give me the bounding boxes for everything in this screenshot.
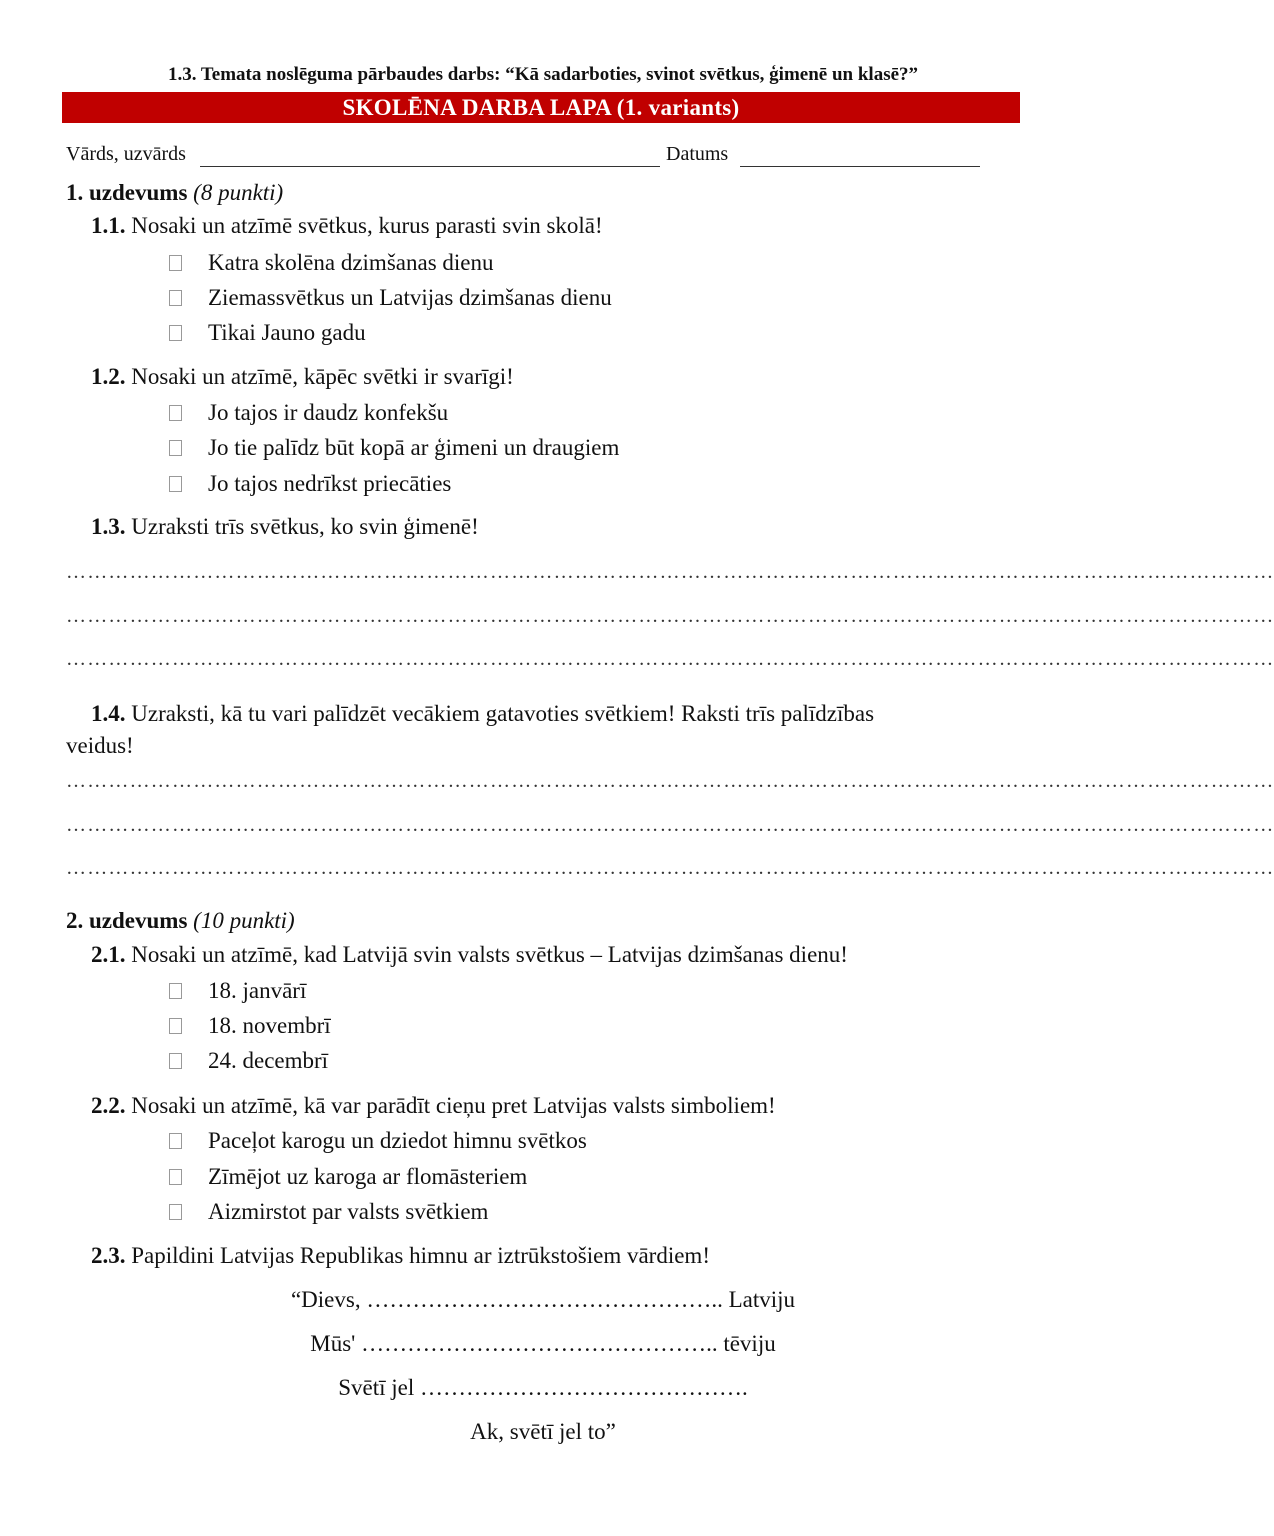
- option-1-2-c: [169, 471, 451, 497]
- worksheet-banner: [62, 92, 1020, 123]
- name-label: Vārds, uzvārds: [66, 143, 186, 165]
- question-text: Nosaki un atzīmē, kāpēc svētki ir svarīgi!: [131, 364, 514, 389]
- task-1-heading: [66, 180, 283, 206]
- question-number: 2.1.: [91, 942, 126, 967]
- task-2-number: 2. uzdevums: [66, 908, 188, 933]
- question-number: 2.2.: [91, 1093, 126, 1118]
- option-label: 18. janvārī: [208, 978, 307, 1003]
- checkbox[interactable]: [169, 983, 182, 999]
- question-1-2: [91, 364, 514, 390]
- question-2-3: [91, 1243, 710, 1269]
- option-label: Paceļot karogu un dziedot himnu svētkos: [208, 1128, 587, 1153]
- option-label: Katra skolēna dzimšanas dienu: [208, 250, 494, 275]
- banner-text: SKOLĒNA DARBA LAPA (1. variants): [342, 95, 740, 120]
- question-1-4: [91, 701, 874, 727]
- option-1-2-a: [169, 400, 448, 426]
- answer-line[interactable]: ………………………………………………………………………………………………………………………………………………………: [66, 648, 1274, 670]
- answer-line[interactable]: ………………………………………………………………………………………………………………………………………………………: [66, 561, 1274, 583]
- option-label: Jo tajos ir daudz konfekšu: [208, 400, 449, 425]
- option-2-1-a: [169, 978, 306, 1004]
- question-text: Papildini Latvijas Republikas himnu ar iztrūkstošiem vārdiem!: [131, 1243, 710, 1268]
- option-2-2-b: [169, 1164, 527, 1190]
- option-label: Jo tajos nedrīkst priecāties: [208, 471, 452, 496]
- option-label: Ziemassvētkus un Latvijas dzimšanas dienu: [208, 285, 612, 310]
- question-1-1: [91, 213, 603, 239]
- checkbox[interactable]: [169, 440, 182, 456]
- option-label: Zīmējot uz karoga ar flomāsteriem: [208, 1164, 528, 1189]
- option-1-2-b: [169, 435, 619, 461]
- question-2-2: [91, 1093, 776, 1119]
- question-text: Uzraksti trīs svētkus, ko svin ģimenē!: [131, 514, 479, 539]
- option-1-1-a: [169, 250, 494, 276]
- document-title: 1.3. Temata noslēguma pārbaudes darbs: “Kā sadarboties, svinot svētkus, ģimenē un klasē?”: [167, 64, 919, 85]
- option-label: Aizmirstot par valsts svētkiem: [208, 1199, 489, 1224]
- option-2-2-a: [169, 1128, 587, 1154]
- question-2-1: [91, 942, 848, 968]
- checkbox[interactable]: [169, 476, 182, 492]
- date-label: Datums: [666, 143, 729, 165]
- question-text: Uzraksti, kā tu vari palīdzēt vecākiem gatavoties svētkiem! Raksti trīs palīdzības: [131, 701, 875, 726]
- answer-line[interactable]: ………………………………………………………………………………………………………………………………………………………: [66, 605, 1274, 627]
- option-1-1-b: [169, 285, 612, 311]
- date-input-line[interactable]: [740, 165, 980, 167]
- question-number: 1.3.: [91, 514, 126, 539]
- option-1-1-c: [169, 320, 366, 346]
- question-number: 2.3.: [91, 1243, 126, 1268]
- question-number: 1.1.: [91, 213, 126, 238]
- question-1-3: [91, 514, 479, 540]
- task-1-points: (8 punkti): [193, 180, 284, 205]
- question-1-4-continuation: veidus!: [66, 733, 134, 758]
- answer-line[interactable]: ………………………………………………………………………………………………………………………………………………………: [66, 770, 1274, 792]
- checkbox[interactable]: [169, 1169, 182, 1185]
- anthem-line-2[interactable]: Mūs' ……………………………………….. tēviju: [310, 1331, 776, 1356]
- checkbox[interactable]: [169, 325, 182, 341]
- anthem-line-3[interactable]: Svētī jel …………………………………….: [338, 1375, 748, 1400]
- anthem-line-4: Ak, svētī jel to”: [470, 1419, 616, 1444]
- task-2-heading: [66, 908, 295, 934]
- option-label: Tikai Jauno gadu: [208, 320, 366, 345]
- option-2-1-b: [169, 1013, 331, 1039]
- option-2-2-c: [169, 1199, 488, 1225]
- question-number: 1.4.: [91, 701, 126, 726]
- checkbox[interactable]: [169, 290, 182, 306]
- option-label: Jo tie palīdz būt kopā ar ģimeni un draugiem: [208, 435, 620, 460]
- anthem-line-1[interactable]: “Dievs, ……………………………………….. Latviju: [290, 1287, 796, 1312]
- checkbox[interactable]: [169, 405, 182, 421]
- answer-line[interactable]: ………………………………………………………………………………………………………………………………………………………: [66, 814, 1274, 836]
- checkbox[interactable]: [169, 1018, 182, 1034]
- question-text: Nosaki un atzīmē svētkus, kurus parasti svin skolā!: [131, 213, 603, 238]
- question-text: Nosaki un atzīmē, kā var parādīt cieņu pret Latvijas valsts simboliem!: [131, 1093, 776, 1118]
- task-1-number: 1. uzdevums: [66, 180, 188, 205]
- option-label: 18. novembrī: [208, 1013, 331, 1038]
- answer-line[interactable]: ………………………………………………………………………………………………………………………………………………………: [66, 857, 1274, 879]
- option-2-1-c: [169, 1048, 328, 1074]
- checkbox[interactable]: [169, 1133, 182, 1149]
- checkbox[interactable]: [169, 255, 182, 271]
- question-text: Nosaki un atzīmē, kad Latvijā svin valsts svētkus – Latvijas dzimšanas dienu!: [131, 942, 848, 967]
- option-label: 24. decembrī: [208, 1048, 329, 1073]
- checkbox[interactable]: [169, 1053, 182, 1069]
- question-number: 1.2.: [91, 364, 126, 389]
- task-2-points: (10 punkti): [193, 908, 295, 933]
- checkbox[interactable]: [169, 1204, 182, 1220]
- name-input-line[interactable]: [200, 165, 660, 167]
